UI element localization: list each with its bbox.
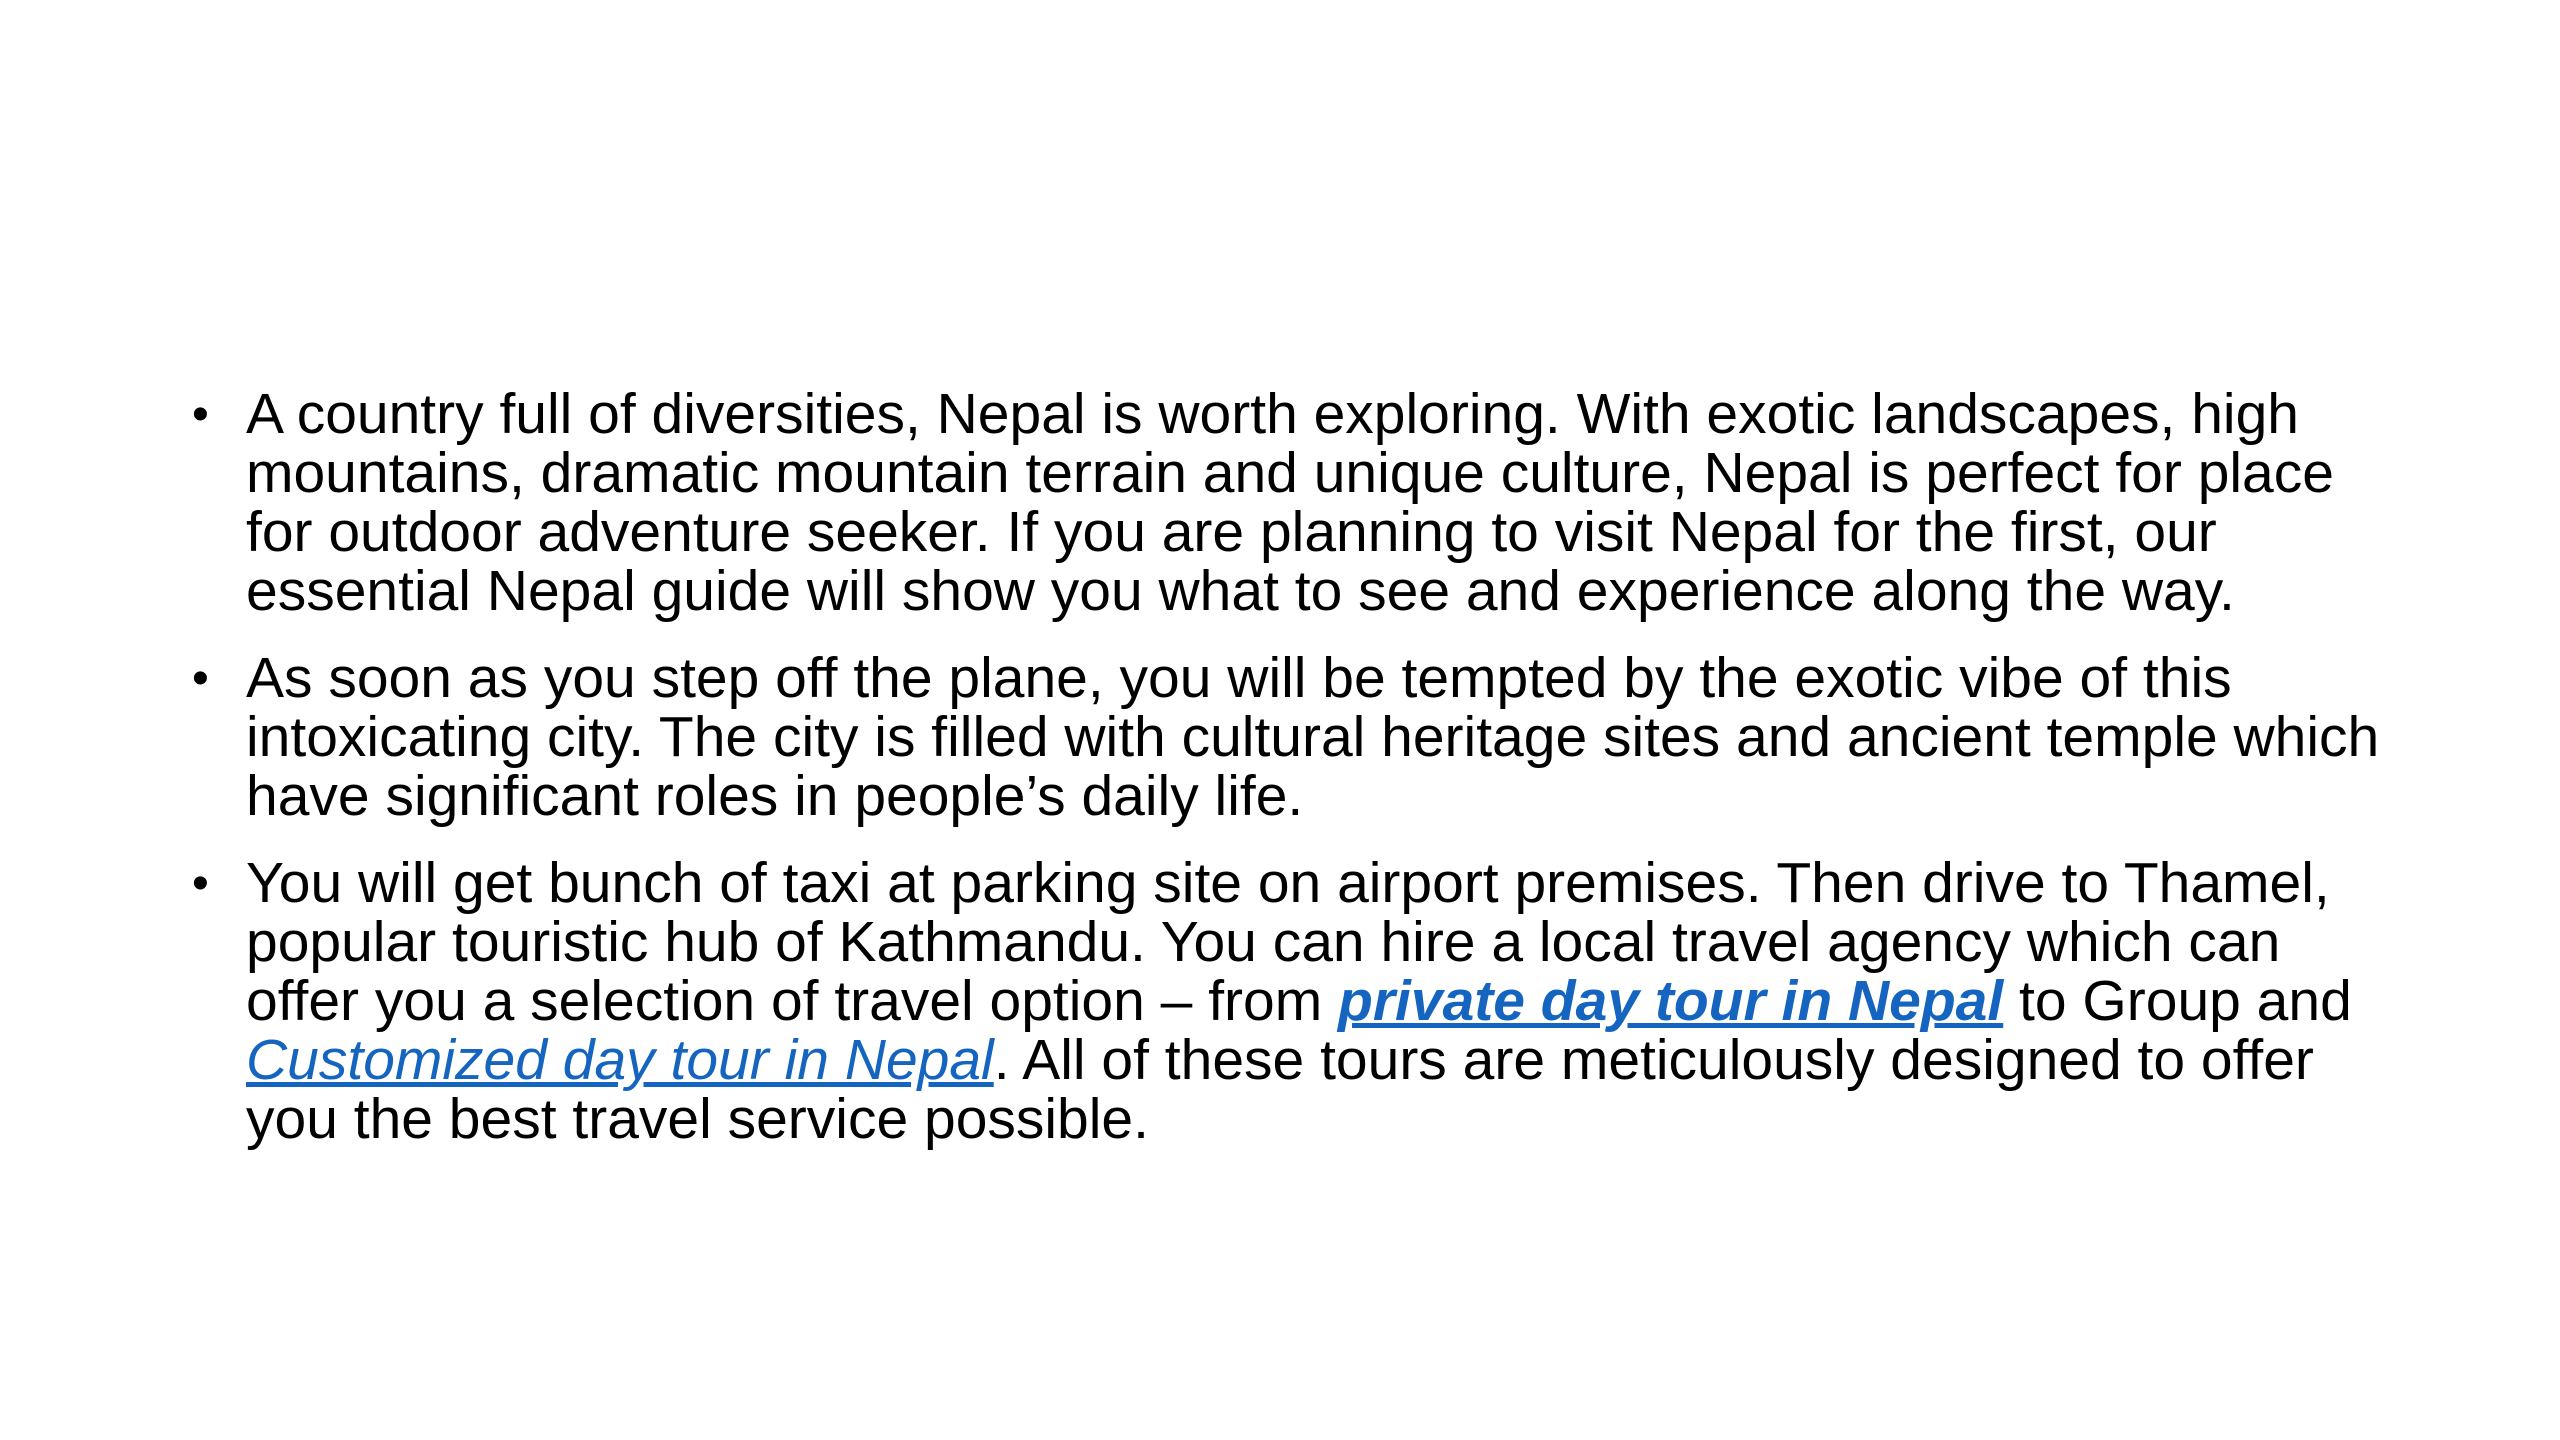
bullet-list — [190, 382, 2400, 1177]
bullet-icon: • — [192, 857, 209, 910]
bullet-item-transport — [190, 851, 2400, 1151]
paragraph-text-start: You will get bunch of taxi at parking site on airport premises. Then drive to Thamel, popular touristic hub of Kathmandu. You can hire a local travel agency which can offer you a selection of travel option – from — [246, 851, 2330, 1033]
private-day-tour-link[interactable]: private day tour in Nepal — [1338, 969, 2004, 1033]
customized-day-tour-link[interactable]: Customized day tour in Nepal — [246, 1028, 994, 1092]
bullet-icon: • — [192, 388, 209, 441]
paragraph-text-end: . All of these tours are meticulously designed to offer you the best travel service possible. — [246, 1028, 2314, 1151]
paragraph-text-middle: to Group and — [2003, 969, 2352, 1033]
bullet-icon: • — [192, 652, 209, 705]
bullet-item-nepal-intro — [190, 382, 2400, 623]
paragraph-text: As soon as you step off the plane, you will be tempted by the exotic vibe of this intoxicating city. The city is filled with cultural heritage sites and ancient temple which have significant roles in people’s daily life. — [246, 646, 2380, 828]
bullet-item-arrival — [190, 646, 2400, 828]
paragraph-text: A country full of diversities, Nepal is worth exploring. With exotic landscapes, high mountains, dramatic mountain terrain and unique culture, Nepal is perfect for place for outdoor adventure seeker. If you are planning to visit Nepal for the first, our essential Nepal guide will show you what to see and experience along the way. — [246, 382, 2334, 623]
